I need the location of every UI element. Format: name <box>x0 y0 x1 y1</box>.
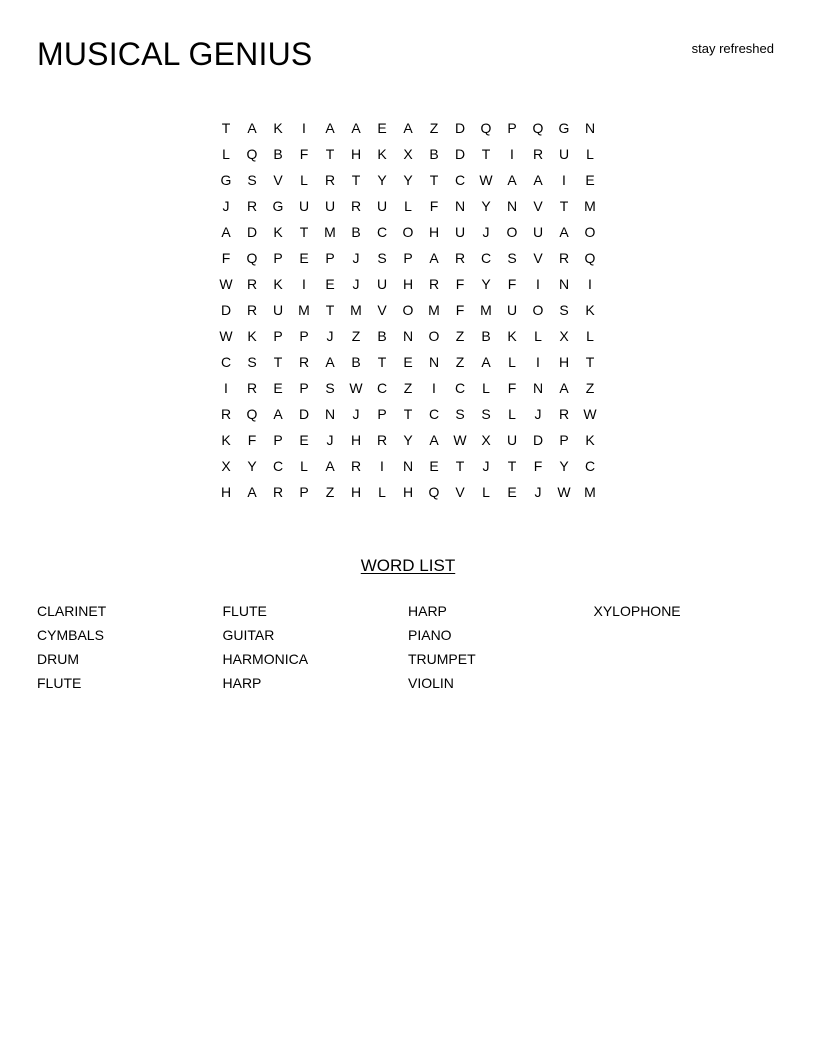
puzzle-title: MUSICAL GENIUS <box>37 36 313 72</box>
grid-letter: D <box>454 146 466 162</box>
grid-letter: I <box>380 458 384 474</box>
grid-letter: U <box>506 302 518 318</box>
grid-letter: Y <box>403 172 413 188</box>
grid-letter: M <box>350 302 362 318</box>
grid-letter: F <box>533 458 543 474</box>
grid-letter: T <box>507 458 517 474</box>
grid-letter: F <box>507 380 517 396</box>
grid-letter: C <box>480 250 492 266</box>
grid-letter: Y <box>403 432 413 448</box>
grid-letter: M <box>480 302 492 318</box>
grid-letter: N <box>324 406 336 422</box>
grid-letter: J <box>482 224 490 240</box>
grid-letter: R <box>558 250 570 266</box>
grid-letter: V <box>533 198 543 214</box>
grid-row <box>213 271 603 297</box>
grid-letter: H <box>402 276 414 292</box>
tagline: stay refreshed <box>691 41 774 56</box>
grid-letter: A <box>403 120 413 136</box>
grid-letter: K <box>273 276 283 292</box>
grid-letter: R <box>246 302 258 318</box>
grid-letter: R <box>350 198 362 214</box>
grid-letter: N <box>428 354 440 370</box>
grid-letter: J <box>352 250 360 266</box>
word-list-column <box>37 599 223 695</box>
grid-letter: I <box>302 276 306 292</box>
grid-letter: U <box>506 432 518 448</box>
grid-row <box>213 245 603 271</box>
grid-letter: B <box>273 146 283 162</box>
grid-letter: Q <box>246 406 258 422</box>
grid-letter: Q <box>428 484 440 500</box>
grid-letter: I <box>536 276 540 292</box>
grid-letter: Y <box>377 172 387 188</box>
grid-letter: W <box>453 432 467 448</box>
grid-letter: K <box>585 302 595 318</box>
grid-letter: S <box>247 354 257 370</box>
grid-letter: V <box>273 172 283 188</box>
grid-letter: Q <box>480 120 492 136</box>
grid-letter: Y <box>247 458 257 474</box>
grid-letter: A <box>429 250 439 266</box>
grid-letter: X <box>403 146 413 162</box>
grid-letter: B <box>429 146 439 162</box>
grid-letter: Y <box>481 198 491 214</box>
grid-letter: U <box>454 224 466 240</box>
grid-letter: Q <box>532 120 544 136</box>
grid-letter: E <box>507 484 517 500</box>
grid-letter: A <box>351 120 361 136</box>
grid-letter: C <box>220 354 232 370</box>
grid-letter: R <box>376 432 388 448</box>
grid-letter: G <box>220 172 232 188</box>
grid-letter: N <box>558 276 570 292</box>
grid-letter: U <box>272 302 284 318</box>
grid-letter: X <box>221 458 231 474</box>
grid-letter: W <box>583 406 597 422</box>
grid-letter: T <box>455 458 465 474</box>
grid-letter: E <box>429 458 439 474</box>
grid-letter: K <box>377 146 387 162</box>
grid-row <box>213 193 603 219</box>
grid-letter: N <box>402 328 414 344</box>
grid-letter: T <box>221 120 231 136</box>
grid-letter: A <box>533 172 543 188</box>
grid-letter: H <box>428 224 440 240</box>
grid-letter: C <box>584 458 596 474</box>
grid-letter: E <box>299 432 309 448</box>
grid-letter: B <box>351 224 361 240</box>
grid-letter: M <box>298 302 310 318</box>
grid-letter: T <box>377 354 387 370</box>
grid-letter: Z <box>429 120 439 136</box>
grid-letter: A <box>481 354 491 370</box>
grid-letter: P <box>559 432 569 448</box>
grid-letter: L <box>378 484 386 500</box>
grid-letter: U <box>376 198 388 214</box>
grid-letter: U <box>558 146 570 162</box>
grid-letter: A <box>247 120 257 136</box>
grid-letter: L <box>586 146 594 162</box>
grid-letter: A <box>221 224 231 240</box>
grid-letter: H <box>558 354 570 370</box>
grid-letter: N <box>506 198 518 214</box>
grid-row <box>213 479 603 505</box>
grid-letter: R <box>246 198 258 214</box>
grid-letter: Y <box>481 276 491 292</box>
grid-letter: B <box>481 328 491 344</box>
grid-letter: R <box>324 172 336 188</box>
grid-letter: D <box>454 120 466 136</box>
grid-letter: U <box>324 198 336 214</box>
grid-letter: C <box>428 406 440 422</box>
grid-letter: X <box>481 432 491 448</box>
grid-letter: S <box>377 250 387 266</box>
word-list-item: HARP <box>222 675 262 691</box>
grid-letter: F <box>429 198 439 214</box>
grid-letter: G <box>558 120 570 136</box>
grid-letter: J <box>352 406 360 422</box>
grid-letter: O <box>428 328 440 344</box>
grid-letter: A <box>559 380 569 396</box>
grid-letter: L <box>586 328 594 344</box>
grid-row <box>213 297 603 323</box>
grid-letter: M <box>584 198 596 214</box>
grid-letter: S <box>325 380 335 396</box>
grid-letter: M <box>428 302 440 318</box>
grid-letter: E <box>585 172 595 188</box>
grid-letter: F <box>455 276 465 292</box>
grid-letter: R <box>246 380 258 396</box>
grid-letter: J <box>326 432 334 448</box>
grid-letter: N <box>454 198 466 214</box>
grid-letter: M <box>584 484 596 500</box>
word-list <box>37 599 779 695</box>
grid-letter: L <box>482 380 490 396</box>
grid-letter: F <box>221 250 231 266</box>
grid-letter: W <box>349 380 363 396</box>
grid-letter: P <box>299 484 309 500</box>
grid-letter: U <box>532 224 544 240</box>
grid-letter: E <box>273 380 283 396</box>
grid-letter: T <box>325 146 335 162</box>
grid-letter: V <box>377 302 387 318</box>
grid-letter: O <box>532 302 544 318</box>
grid-letter: F <box>299 146 309 162</box>
grid-letter: D <box>220 302 232 318</box>
grid-letter: P <box>403 250 413 266</box>
grid-letter: W <box>479 172 493 188</box>
grid-letter: P <box>377 406 387 422</box>
grid-letter: R <box>558 406 570 422</box>
grid-letter: A <box>429 432 439 448</box>
grid-letter: L <box>404 198 412 214</box>
grid-letter: C <box>454 380 466 396</box>
grid-letter: B <box>377 328 387 344</box>
grid-letter: E <box>325 276 335 292</box>
grid-letter: A <box>273 406 283 422</box>
grid-letter: W <box>557 484 571 500</box>
grid-letter: N <box>532 380 544 396</box>
grid-letter: I <box>588 276 592 292</box>
grid-letter: U <box>298 198 310 214</box>
grid-letter: J <box>222 198 230 214</box>
grid-letter: C <box>272 458 284 474</box>
grid-letter: O <box>584 224 596 240</box>
grid-letter: R <box>532 146 544 162</box>
word-list-item: CLARINET <box>37 603 107 619</box>
word-list-heading-text: WORD LIST <box>360 556 456 575</box>
grid-letter: N <box>402 458 414 474</box>
grid-letter: P <box>507 120 517 136</box>
word-list-item: VIOLIN <box>408 675 454 691</box>
word-list-item: XYLOPHONE <box>593 603 681 619</box>
grid-letter: E <box>377 120 387 136</box>
grid-letter: S <box>247 172 257 188</box>
grid-letter: F <box>247 432 257 448</box>
grid-letter: J <box>534 484 542 500</box>
grid-letter: Z <box>403 380 413 396</box>
grid-letter: D <box>532 432 544 448</box>
word-list-column <box>594 599 780 695</box>
grid-letter: Q <box>246 146 258 162</box>
grid-letter: A <box>247 484 257 500</box>
grid-letter: T <box>559 198 569 214</box>
grid-letter: I <box>510 146 514 162</box>
grid-letter: L <box>534 328 542 344</box>
grid-letter: R <box>246 276 258 292</box>
grid-letter: A <box>325 354 335 370</box>
grid-letter: T <box>299 224 309 240</box>
grid-letter: Q <box>246 250 258 266</box>
grid-letter: T <box>351 172 361 188</box>
grid-row <box>213 141 603 167</box>
grid-row <box>213 453 603 479</box>
word-list-heading <box>0 555 816 577</box>
grid-letter: E <box>299 250 309 266</box>
word-list-item: TRUMPET <box>408 651 476 667</box>
grid-letter: I <box>536 354 540 370</box>
grid-letter: H <box>350 432 362 448</box>
grid-letter: L <box>222 146 230 162</box>
grid-letter: T <box>585 354 595 370</box>
word-list-item: HARP <box>408 603 447 619</box>
grid-letter: L <box>300 458 308 474</box>
grid-letter: T <box>273 354 283 370</box>
grid-letter: B <box>351 354 361 370</box>
grid-letter: E <box>403 354 413 370</box>
word-list-item: DRUM <box>37 651 79 667</box>
grid-letter: A <box>559 224 569 240</box>
grid-letter: X <box>559 328 569 344</box>
grid-letter: J <box>482 458 490 474</box>
grid-letter: O <box>402 224 414 240</box>
grid-letter: H <box>220 484 232 500</box>
grid-letter: T <box>403 406 413 422</box>
grid-letter: Z <box>455 328 465 344</box>
grid-letter: T <box>325 302 335 318</box>
grid-letter: J <box>352 276 360 292</box>
grid-letter: H <box>402 484 414 500</box>
word-list-column <box>408 599 594 695</box>
grid-letter: K <box>507 328 517 344</box>
grid-letter: J <box>326 328 334 344</box>
grid-letter: S <box>559 302 569 318</box>
grid-letter: U <box>376 276 388 292</box>
grid-letter: I <box>302 120 306 136</box>
grid-letter: P <box>273 250 283 266</box>
grid-letter: I <box>562 172 566 188</box>
grid-letter: L <box>508 354 516 370</box>
letter-grid <box>213 115 603 505</box>
grid-letter: R <box>298 354 310 370</box>
grid-row <box>213 401 603 427</box>
grid-row <box>213 167 603 193</box>
grid-letter: H <box>350 484 362 500</box>
grid-letter: T <box>481 146 491 162</box>
grid-letter: T <box>429 172 439 188</box>
grid-letter: S <box>507 250 517 266</box>
grid-letter: R <box>428 276 440 292</box>
grid-letter: F <box>507 276 517 292</box>
grid-row <box>213 323 603 349</box>
grid-letter: W <box>219 276 233 292</box>
word-list-item: CYMBALS <box>37 627 104 643</box>
grid-letter: Q <box>584 250 596 266</box>
word-list-item: PIANO <box>408 627 452 643</box>
grid-letter: P <box>273 432 283 448</box>
grid-row <box>213 115 603 141</box>
grid-letter: N <box>584 120 596 136</box>
grid-letter: D <box>246 224 258 240</box>
grid-letter: O <box>506 224 518 240</box>
grid-letter: R <box>350 458 362 474</box>
grid-row <box>213 375 603 401</box>
grid-letter: H <box>350 146 362 162</box>
grid-letter: D <box>298 406 310 422</box>
grid-row <box>213 219 603 245</box>
grid-letter: P <box>273 328 283 344</box>
grid-letter: A <box>325 458 335 474</box>
grid-letter: F <box>455 302 465 318</box>
grid-letter: Z <box>351 328 361 344</box>
grid-letter: Z <box>585 380 595 396</box>
grid-letter: C <box>376 380 388 396</box>
grid-letter: W <box>219 328 233 344</box>
grid-letter: M <box>324 224 336 240</box>
word-list-item: FLUTE <box>37 675 82 691</box>
grid-letter: L <box>508 406 516 422</box>
grid-letter: K <box>273 120 283 136</box>
grid-letter: J <box>534 406 542 422</box>
grid-letter: A <box>325 120 335 136</box>
grid-letter: C <box>454 172 466 188</box>
grid-row <box>213 349 603 375</box>
grid-letter: R <box>454 250 466 266</box>
grid-letter: P <box>299 328 309 344</box>
grid-letter: I <box>224 380 228 396</box>
grid-letter: I <box>432 380 436 396</box>
grid-letter: Y <box>559 458 569 474</box>
word-list-item: GUITAR <box>222 627 275 643</box>
grid-letter: P <box>325 250 335 266</box>
grid-letter: S <box>455 406 465 422</box>
grid-letter: V <box>533 250 543 266</box>
grid-letter: L <box>300 172 308 188</box>
grid-letter: Z <box>325 484 335 500</box>
word-list-column <box>223 599 409 695</box>
grid-letter: O <box>402 302 414 318</box>
grid-letter: Z <box>455 354 465 370</box>
grid-letter: S <box>481 406 491 422</box>
word-list-item: HARMONICA <box>222 651 309 667</box>
grid-letter: K <box>585 432 595 448</box>
grid-letter: R <box>272 484 284 500</box>
grid-letter: K <box>247 328 257 344</box>
grid-letter: G <box>272 198 284 214</box>
grid-letter: K <box>273 224 283 240</box>
grid-letter: P <box>299 380 309 396</box>
grid-letter: L <box>482 484 490 500</box>
grid-letter: R <box>220 406 232 422</box>
grid-letter: K <box>221 432 231 448</box>
grid-letter: A <box>507 172 517 188</box>
grid-letter: C <box>376 224 388 240</box>
word-list-item: FLUTE <box>222 603 267 619</box>
grid-letter: V <box>455 484 465 500</box>
grid-row <box>213 427 603 453</box>
